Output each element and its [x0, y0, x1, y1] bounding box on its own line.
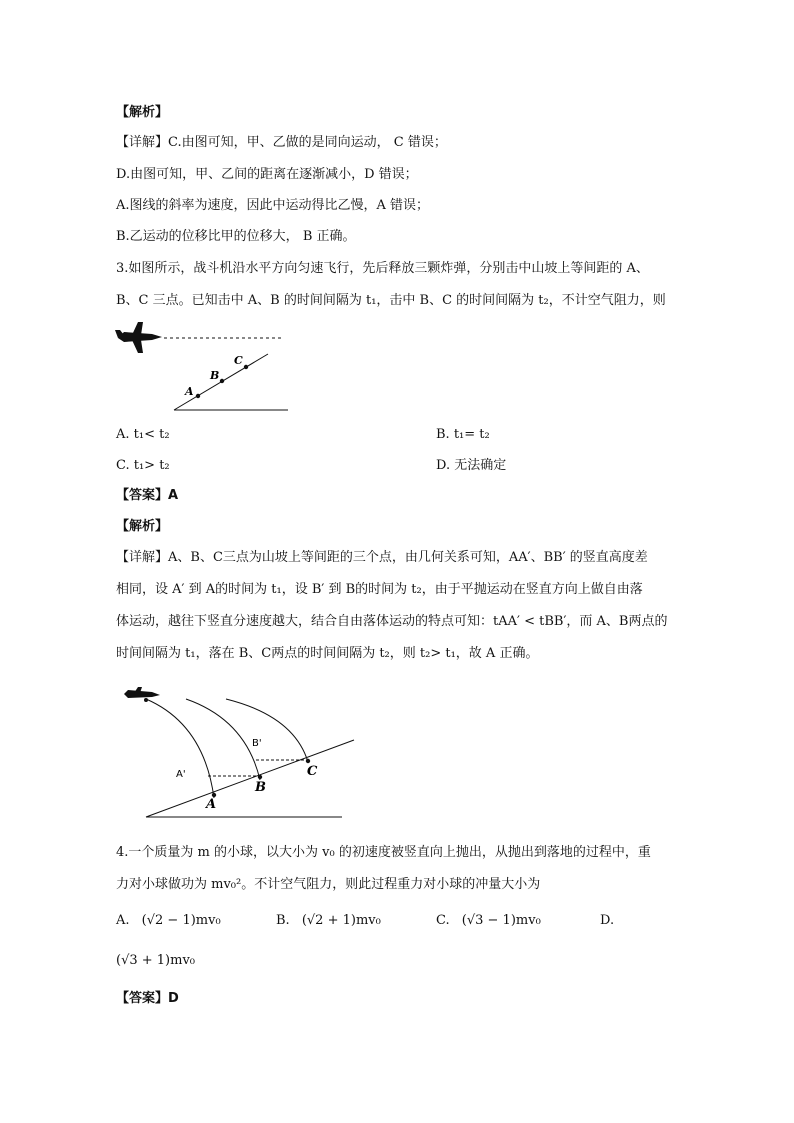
- q2-detail-d: D.由图可知，甲、乙间的距离在逐渐减小，D 错误；: [116, 167, 418, 182]
- q4-option-b[interactable]: B. (√2 + 1)mv₀: [276, 913, 381, 928]
- label-c: C: [234, 354, 243, 367]
- q3-option-d[interactable]: D. 无法确定: [436, 458, 507, 473]
- label-a: A: [185, 385, 194, 398]
- q4-option-c[interactable]: C. (√3 − 1)mv₀: [436, 913, 541, 928]
- q3-figure-plane-slope: [112, 318, 302, 418]
- q4-stem-line1: 4.一个质量为 m 的小球，以大小为 v₀ 的初速度被竖直向上抛出，从抛出到落地的过程中，重: [116, 845, 651, 860]
- plane-small-icon: [124, 687, 160, 698]
- label-b: B: [210, 369, 220, 382]
- point-c: [244, 365, 248, 369]
- q2-detail-c: 【详解】C.由图可知，甲、乙做的是同向运动， C 错误；: [116, 135, 447, 150]
- q4-option-d-label[interactable]: D.: [600, 913, 615, 928]
- point-a: [196, 394, 200, 398]
- q3-stem-line1: 3.如图所示，战斗机沿水平方向匀速飞行，先后释放三颗炸弹，分别击中山坡上等间距的 A、: [116, 261, 649, 276]
- analysis-heading: 【解析】: [116, 105, 169, 120]
- q3-figure-trajectories: [118, 684, 364, 824]
- q3-detail-line3: 体运动，越往下竖直分速度越大，结合自由落体运动的特点可知：tAA′ < tBB′，而 A、B两点的: [116, 614, 668, 629]
- q3-option-b[interactable]: B. t₁= t₂: [436, 427, 490, 442]
- q4-option-a[interactable]: A. (√2 − 1)mv₀: [116, 913, 221, 928]
- point-b: [220, 379, 224, 383]
- svg-text:B: B: [255, 780, 266, 795]
- svg-text:B': B': [252, 738, 262, 749]
- q3-stem-line2: B、C 三点。已知击中 A、B 的时间间隔为 t₁，击中 B、C 的时间间隔为 t₂，不计空气阻力，则: [116, 293, 666, 308]
- fighter-plane-icon: [115, 322, 162, 353]
- q4-answer: 【答案】D: [116, 991, 179, 1006]
- q3-detail-line4: 时间间隔为 t₁，落在 B、C两点的时间间隔为 t₂，则 t₂> t₁，故 A 正确。: [116, 646, 539, 661]
- q2-detail-b: B.乙运动的位移比甲的位移大， B 正确。: [116, 229, 356, 244]
- q3-option-c[interactable]: C. t₁> t₂: [116, 458, 170, 473]
- q3-answer: 【答案】A: [116, 488, 179, 503]
- q3-analysis-heading: 【解析】: [116, 519, 169, 534]
- q4-option-d[interactable]: (√3 + 1)mv₀: [116, 953, 196, 968]
- q4-stem-line2: 力对小球做功为 mv₀²。不计空气阻力，则此过程重力对小球的冲量大小为: [116, 877, 541, 892]
- q2-detail-a: A.图线的斜率为速度，因此中运动得比乙慢，A 错误；: [116, 198, 430, 213]
- q3-option-a[interactable]: A. t₁< t₂: [116, 427, 170, 442]
- q3-detail-line1: 【详解】A、B、C三点为山坡上等间距的三个点，由几何关系可知，AA′、BB′ 的竖直高度差: [116, 550, 648, 565]
- svg-text:C: C: [307, 764, 318, 779]
- svg-text:A: A: [206, 797, 217, 812]
- svg-text:A': A': [176, 769, 186, 780]
- q3-detail-line2: 相同，设 A′ 到 A的时间为 t₁，设 B′ 到 B的时间为 t₂，由于平抛运动在竖直方向上做自由落: [116, 582, 643, 597]
